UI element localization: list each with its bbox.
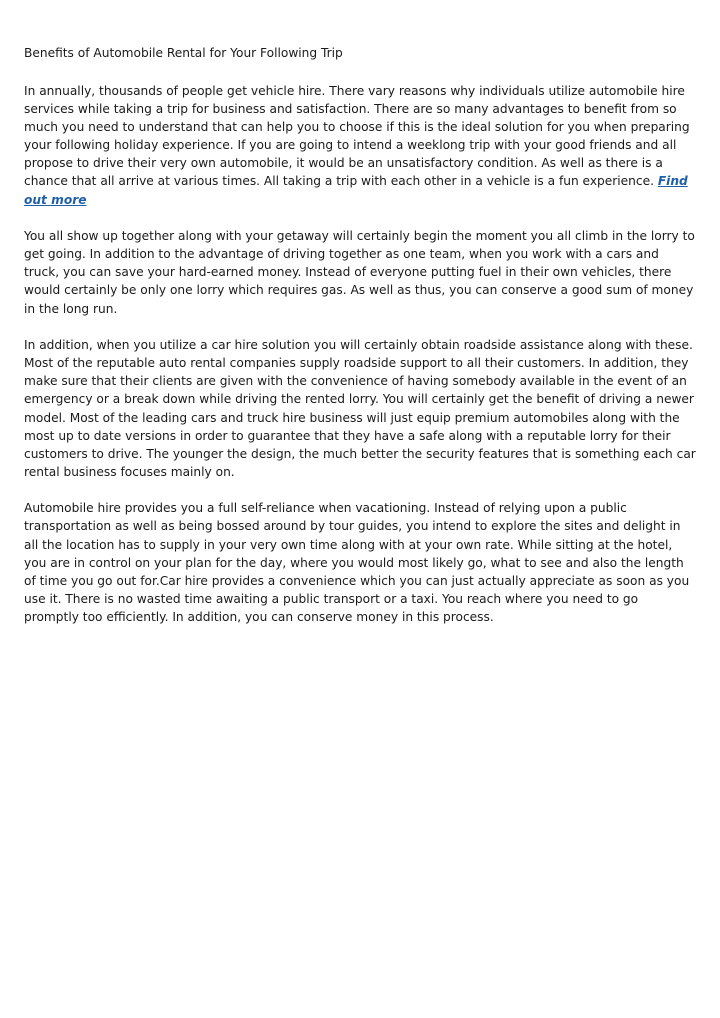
paragraph-1 [24,82,696,209]
paragraph-2: You all show up together along with your getaway will certainly begin the moment you all climb in the lorry to get going. In addition to the advantage of driving together as one team, when you work with a cars and truck, you can save your hard-earned money. Instead of everyone putting fuel in their own vehicles, there would certainly be only one lorry which requires gas. As well as thus, you can conserve a good sum of money in the long run. [24,229,695,316]
paragraph-4: Automobile hire provides you a full self-reliance when vacationing. Instead of relying upon a public transportation as well as being bossed around by tour guides, you intend to explore the sites and delight in all the location has to supply in your very own time along with at your own rate. While sitting at the hotel, you are in control on your plan for the day, where you would most likely go, what to see and also the length of time you go out for.Car hire provides a convenience which you can just actually appreciate as soon as you use it. There is no wasted time awaiting a public transport or a taxi. You reach where you need to go promptly too efficiently. In addition, you can conserve money in this process. [24,501,690,624]
paragraph-3: In addition, when you utilize a car hire solution you will certainly obtain roadside assistance along with these. Most of the reputable auto rental companies supply roadside support to all their customers. In addition, they make sure that their clients are given with the convenience of having somebody available in the event of an emergency or a break down while driving the rented lorry. You will certainly get the benefit of driving a newer model. Most of the leading cars and truck hire business will just equip premium automobiles along with the most up to date versions in order to guarantee that they have a safe along with a reputable lorry for their customers to drive. The younger the design, the much better the security features that is something each car rental business focuses mainly on. [24,338,696,479]
paragraph-1-text: In annually, thousands of people get vehicle hire. There vary reasons why individuals utilize automobile hire services while taking a trip for business and satisfaction. There are so many advantages to benefit from so much you need to understand that can help you to choose if this is the ideal solution for you when preparing your following holiday experience. If you are going to intend a weeklong trip with your good friends and all propose to drive their very own automobile, it would be an unsatisfactory condition. As well as there is a chance that all arrive at various times. All taking a trip with each other in a vehicle is a fun experience. [24,84,690,189]
find-out-more-link[interactable]: Find out more [24,174,688,207]
document-title: Benefits of Automobile Rental for Your Following Trip [24,46,343,60]
